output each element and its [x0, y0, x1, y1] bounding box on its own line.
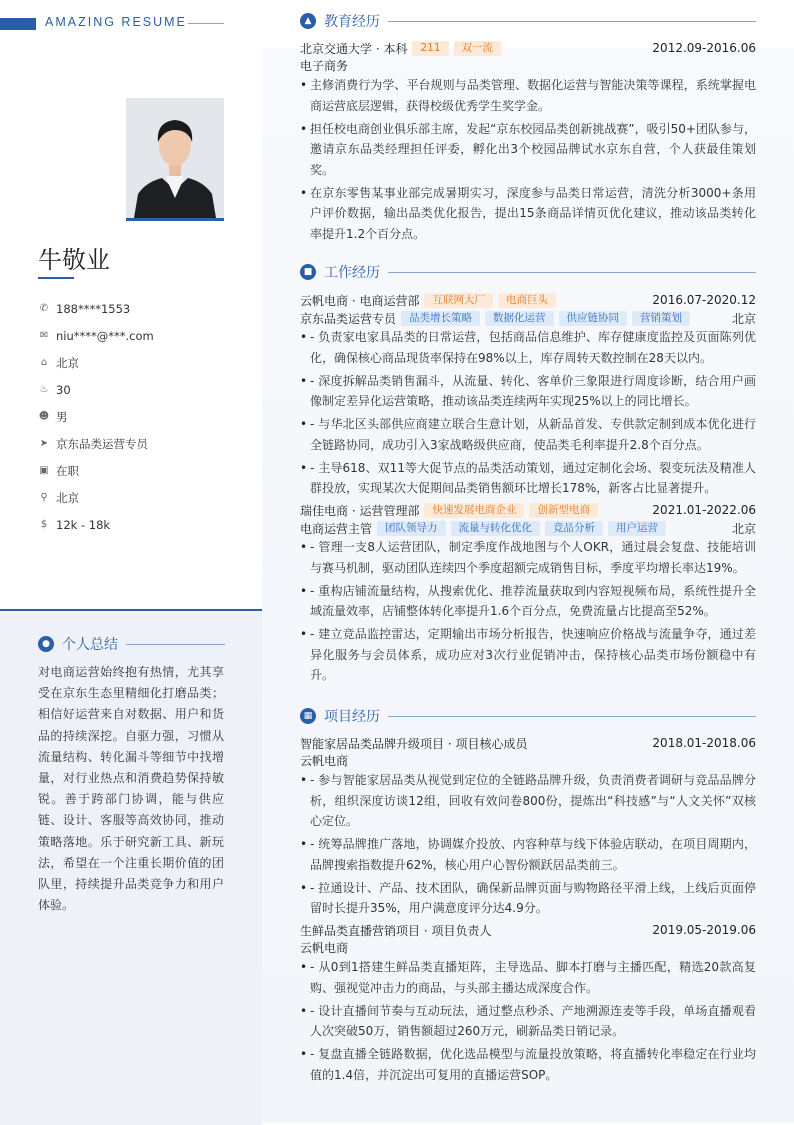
education-date: 2012.09-2016.06	[652, 41, 756, 55]
school-tag: 双一流	[454, 41, 502, 56]
list-item: • - 负责家电家具品类的日常运营，包括商品信息维护、库存健康度监控及页面陈列优化，确保核心商品现货率保持在98%以上，库存周转天数控制在28天以内。	[300, 327, 756, 368]
skill-tag: 团队领导力	[377, 521, 446, 536]
send-icon: ➤	[39, 438, 49, 449]
avatar-illustration	[126, 98, 224, 218]
list-item: • - 从0到1搭建生鲜品类直播矩阵，主导选品、脚本打磨与主播匹配，精选20款高复购、强视觉冲击力的商品，与头部主播达成深度合作。	[300, 957, 756, 998]
job-role: 电商运营主管	[300, 521, 373, 536]
age-text: 30	[56, 382, 71, 397]
briefcase-icon: ■	[300, 264, 316, 280]
info-row-phone	[38, 295, 154, 322]
info-row-gender	[38, 403, 154, 430]
projects-header	[300, 706, 756, 726]
job-role-row	[300, 309, 756, 327]
position-text: 京东品类运营专员	[56, 436, 148, 451]
project-company: 云帆电商	[300, 754, 349, 768]
major: 电子商务	[300, 59, 349, 73]
info-row-city	[38, 484, 154, 511]
work-section	[300, 262, 756, 688]
phone-icon: ✆	[39, 303, 49, 314]
list-item: • - 统筹品牌推广落地，协调媒介投放、内容种草与线下体验店联动，在项目周期内，品牌搜索指数提升62%，核心用户心智份额跃居品类前三。	[300, 834, 756, 875]
cake-icon: ♨	[39, 384, 49, 395]
education-header	[300, 11, 756, 31]
job-city: 北京	[731, 521, 756, 536]
skill-tag: 数据化运营	[485, 311, 554, 326]
brand-divider	[188, 23, 224, 24]
hometown-text: 北京	[56, 355, 79, 370]
list-item: • - 设计直播间节奏与互动玩法，通过整点秒杀、产地溯源连麦等手段，单场直播观看人次突破50万，销售额超过260万元，刷新品类日销记录。	[300, 1001, 756, 1042]
info-row-hometown	[38, 349, 154, 376]
project-date: 2018.01-2018.06	[652, 736, 756, 750]
summary-text: 对电商运营始终抱有热情，尤其享受在京东生态里精细化打磨品类；相信好运营来自对数据、用户和货品的持续深挖。自驱力强，习惯从流量结构、转化漏斗等细节中找增量，对行业热点和消费趋势保持敏锐。善于跨部门协调，能与供应链、设计、客服等高效协同，推动策略落地。乐于研究新工具、新玩法，希望在一个注重长期价值的团队里，持续提升品类竞争力和用户体验。	[38, 665, 224, 913]
work-header	[300, 262, 756, 282]
skill-tag: 供应链协同	[559, 311, 628, 326]
list-item: • 担任校电商创业俱乐部主席，发起“京东校园品类创新挑战赛”，吸引50+团队参与，邀请京东品类经理担任评委，孵化出3个校园品牌试水京东自营，个人获最佳策划奖。	[300, 119, 756, 181]
project-bullets	[300, 957, 756, 1085]
projects-divider	[388, 716, 756, 717]
email-text: niu****@***.com	[56, 328, 154, 343]
project-company: 云帆电商	[300, 941, 349, 955]
company-tag: 快速发展电商企业	[424, 503, 524, 518]
face-icon: ☻	[38, 411, 50, 422]
summary-divider	[126, 644, 225, 645]
location-pin-icon: ⚲	[40, 492, 48, 503]
briefcase-icon: ▣	[39, 465, 49, 476]
phone-text: 188****1553	[56, 301, 131, 316]
job-company: 瑞佳电商 · 运营管理部	[300, 503, 420, 518]
work-title: 工作经历	[324, 265, 380, 281]
gender-text: 男	[56, 409, 68, 424]
projects-section	[300, 706, 756, 1088]
grid-icon: ▦	[300, 708, 316, 724]
education-bullets	[300, 75, 756, 244]
graduation-cap-icon: ▲	[300, 13, 316, 29]
list-item: • - 主导618、双11等大促节点的品类活动策划，通过定制化会场、裂变玩法及精准人群投放，实现某次大促期间品类销售额环比增长178%，新客占比显著提升。	[300, 458, 756, 499]
company-tag: 创新型电商	[529, 503, 598, 518]
skill-tag: 竞品分析	[545, 521, 603, 536]
education-section	[300, 11, 756, 247]
info-row-age	[38, 376, 154, 403]
job-city: 北京	[731, 311, 756, 326]
list-item: • 在京东零售某事业部完成暑期实习，深度参与品类日常运营，清洗分析3000+条用户评价数据，输出品类优化报告，提出15条商品详情页优化建议，推动该品类转化率提升1.2个百分点。	[300, 183, 756, 245]
work-divider	[388, 272, 756, 273]
summary-header	[38, 634, 225, 654]
list-item: • - 管理一支8人运营团队，制定季度作战地图与个人OKR，通过晨会复盘、技能培训与赛马机制，驱动团队连续四个季度超额完成销售目标，季度平均增长率达19%。	[300, 537, 756, 578]
job-date: 2016.07-2020.12	[652, 293, 756, 307]
info-row-status	[38, 457, 154, 484]
education-title: 教育经历	[324, 14, 380, 30]
job-row	[300, 501, 756, 519]
project-name: 生鲜品类直播营销项目 · 项目负责人	[300, 923, 492, 938]
list-item: • - 深度拆解品类销售漏斗，从流量、转化、客单价三象限进行周度诊断，结合用户画像制定差异化运营策略，推动该品类连续两年实现25%以上的同比增长。	[300, 371, 756, 412]
project-bullets	[300, 770, 756, 919]
salary-text: 12k - 18k	[56, 517, 111, 532]
job-row	[300, 291, 756, 309]
info-row-salary	[38, 511, 154, 538]
contact-info	[38, 295, 154, 538]
skill-tag: 品类增长策略	[401, 311, 480, 326]
list-item: • - 复盘直播全链路数据，优化选品模型与流量投放策略，将直播转化率稳定在行业均值的1.4倍，并沉淀出可复用的直播运营SOP。	[300, 1044, 756, 1085]
candidate-name: 牛敬业	[38, 246, 110, 274]
list-item: • - 参与智能家居品类从视觉到定位的全链路品牌升级，负责消费者调研与竞品品牌分析，组织深度访谈12组，回收有效问卷800份，提炼出“科技感”与“人文关怀”双核心定位。	[300, 770, 756, 832]
list-item: • - 重构店铺流量结构，从搜索优化、推荐流量获取到内容短视频布局，系统性提升全域流量效率，店铺整体转化率提升1.6个百分点，免费流量占比提高至52%。	[300, 581, 756, 622]
info-row-email	[38, 322, 154, 349]
brand-bar	[0, 18, 36, 30]
profile-photo	[126, 98, 224, 221]
job-role: 京东品类运营专员	[300, 311, 397, 326]
education-row	[300, 39, 756, 57]
job-company: 云帆电商 · 电商运营部	[300, 293, 420, 308]
school-tag: 211	[412, 41, 448, 56]
list-item: • - 建立竞品监控雷达，定期输出市场分析报告，快速响应价格战与流量争夺，通过差异化服务与会员体系，成功应对3次行业促销冲击，保持核心品类市场份额稳中有升。	[300, 624, 756, 686]
project-row	[300, 921, 756, 939]
project-name: 智能家居品类品牌升级项目 · 项目核心成员	[300, 736, 528, 751]
education-divider	[388, 21, 756, 22]
status-text: 在职	[56, 463, 79, 478]
mail-icon: ✉	[39, 330, 49, 341]
job-bullets	[300, 537, 756, 686]
list-item: • - 与华北区头部供应商建立联合生意计划，从新品首发、专供款定制到成本优化进行全链路协同，成功引入3家战略级供应商，使品类毛利率提升2.8个百分点。	[300, 414, 756, 455]
skill-tag: 流量与转化优化	[451, 521, 541, 536]
company-tag: 互联网大厂	[424, 293, 493, 308]
city-text: 北京	[56, 490, 79, 505]
info-row-position	[38, 430, 154, 457]
list-item: • - 拉通设计、产品、技术团队，确保新品牌页面与购物路径平滑上线，上线后页面停留时长提升35%，用户满意度评分达4.9分。	[300, 878, 756, 919]
job-bullets	[300, 327, 756, 499]
projects-title: 项目经历	[324, 709, 380, 725]
user-icon: ●	[38, 636, 54, 652]
home-icon: ⌂	[40, 357, 48, 368]
money-icon: $	[40, 519, 48, 530]
list-item: • 主修消费行为学、平台规则与品类管理、数据化运营与智能决策等课程，系统掌握电商运营底层逻辑，获得校级优秀学生奖学金。	[300, 75, 756, 116]
skill-tag: 用户运营	[608, 521, 666, 536]
brand-title: AMAZING RESUME	[45, 15, 187, 29]
summary-title: 个人总结	[62, 637, 118, 653]
project-row	[300, 734, 756, 752]
company-tag: 电商巨头	[498, 293, 556, 308]
project-date: 2019.05-2019.06	[652, 923, 756, 937]
school-name: 北京交通大学 · 本科	[300, 41, 408, 56]
job-role-row	[300, 519, 756, 537]
job-date: 2021.01-2022.06	[652, 503, 756, 517]
name-underline	[38, 277, 74, 279]
skill-tag: 营销策划	[632, 311, 690, 326]
